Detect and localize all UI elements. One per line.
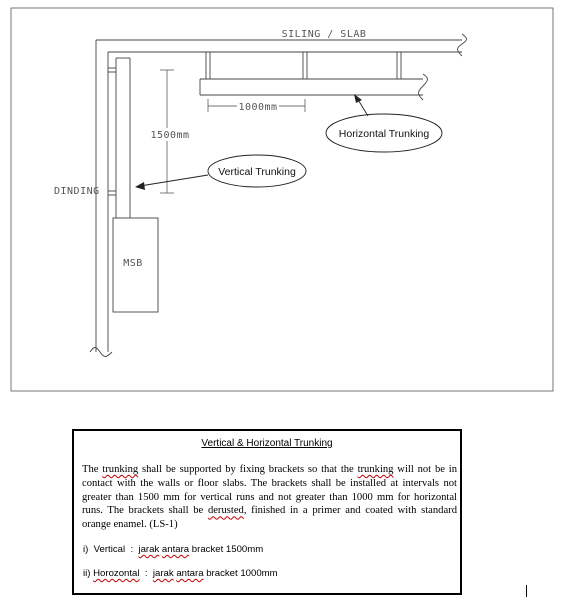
ceiling-break-mark	[458, 34, 467, 56]
note-body	[82, 463, 457, 532]
vertical-spec-word-2: antara	[161, 544, 190, 555]
vertical-spacing-label: 1500mm	[150, 130, 190, 141]
note-title: Vertical & Horizontal Trunking	[201, 438, 333, 449]
ceiling-label: SILING / SLAB	[281, 29, 367, 40]
horizontal-bracket-3	[397, 52, 401, 79]
vertical-spec-rest: bracket 1500mm	[189, 544, 264, 555]
msb-label: MSB	[123, 258, 143, 269]
note-body-part: trunking	[102, 464, 139, 475]
horizontal-spec-word-2: antara	[176, 568, 204, 579]
note-body-part: shall be supported by fixing brackets so that the	[138, 464, 358, 475]
horizontal-spacing-label: 1000mm	[238, 102, 278, 113]
horizontal-callout-label: Horizontal Trunking	[338, 128, 430, 140]
horizontal-spec-prefix: ii)	[83, 568, 94, 579]
note-body-part: trunking	[357, 464, 394, 475]
note-body-part: , finished in a primer and coated with standard orange enamel. (LS-1)	[82, 505, 457, 531]
horizontal-spec-label: Horozontal	[93, 568, 140, 579]
horizontal-trunking-break-mark	[419, 74, 428, 100]
vertical-spec-prefix: i) Vertical	[83, 544, 126, 555]
specification-note-box	[72, 429, 462, 595]
vertical-spec-separator: :	[125, 544, 139, 555]
note-horizontal-spec	[83, 568, 278, 579]
note-body-part: will not be in contact with the walls or floor slabs. The brackets shall be installed at intervals not greater than 1500 mm for vertical runs and not greater than 1000 mm for horizontal runs. The brackets shall be	[82, 464, 457, 517]
vertical-spec-word-1: jarak	[138, 544, 160, 555]
text-cursor	[526, 585, 527, 597]
horizontal-spec-rest: bracket 1000mm	[203, 568, 278, 579]
wall-label: DINDING	[54, 186, 100, 197]
horizontal-spec-word-1: jarak	[152, 568, 174, 579]
vertical-bracket-1	[108, 68, 116, 72]
horizontal-spec-separator: :	[139, 568, 153, 579]
horizontal-bracket-1	[206, 52, 210, 79]
vertical-callout-arrow	[140, 175, 208, 186]
note-body-part: The	[82, 464, 103, 475]
vertical-callout-arrowhead	[135, 182, 145, 190]
diagram-frame	[11, 8, 553, 391]
horizontal-bracket-2	[303, 52, 307, 79]
note-body-part: derusted	[207, 505, 244, 517]
vertical-bracket-2	[108, 191, 116, 195]
vertical-callout-label: Vertical Trunking	[218, 166, 296, 178]
note-vertical-spec	[83, 544, 263, 555]
wall-break-mark	[90, 348, 112, 357]
